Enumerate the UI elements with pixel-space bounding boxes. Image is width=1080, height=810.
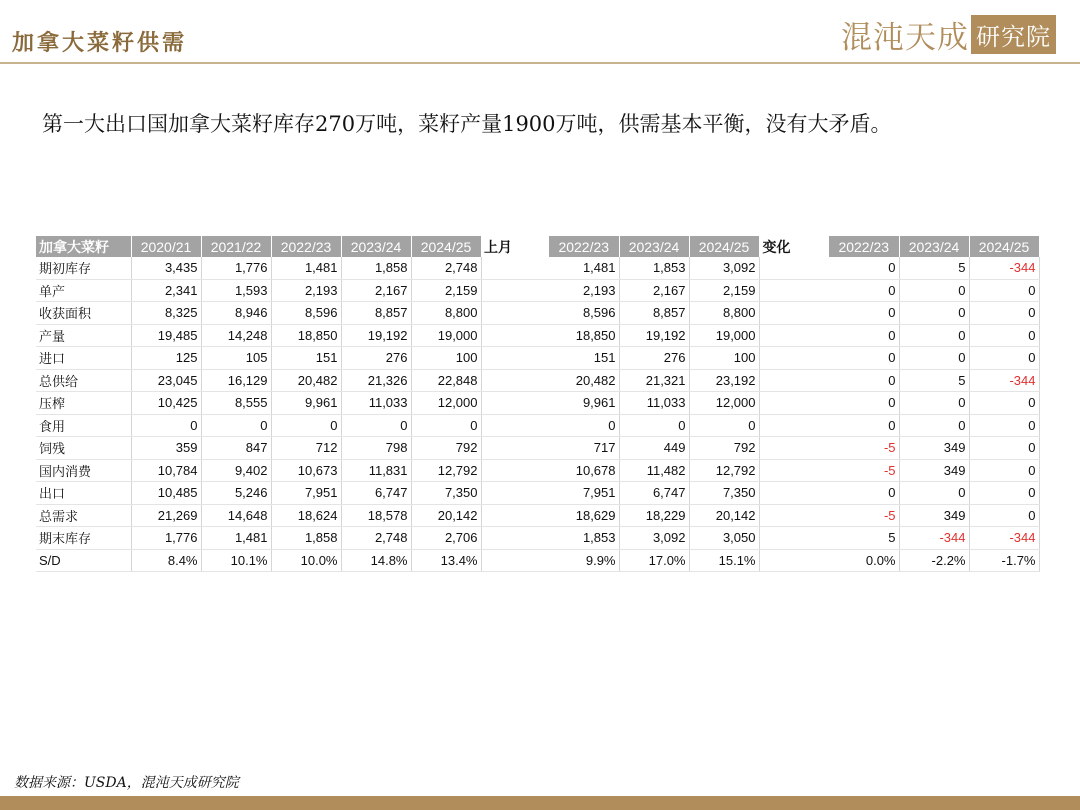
table-row xyxy=(481,279,829,302)
blank-cell xyxy=(759,302,829,325)
data-cell: 0 xyxy=(829,369,899,392)
data-cell: 0 xyxy=(201,414,271,437)
data-cell: -5 xyxy=(829,437,899,460)
column-header: 2023/24 xyxy=(341,236,411,257)
page-header-title: 加拿大菜籽供需 xyxy=(12,30,188,56)
blank-cell xyxy=(481,482,549,505)
data-cell: 0 xyxy=(829,482,899,505)
blank-cell xyxy=(759,459,829,482)
data-cell: 0 xyxy=(411,414,481,437)
data-cell: 8,596 xyxy=(549,302,619,325)
logo-text: 混沌天成 xyxy=(841,19,969,56)
table-row xyxy=(36,504,481,527)
data-cell: 11,482 xyxy=(619,459,689,482)
data-cell: 1,858 xyxy=(271,527,341,550)
data-cell: 9.9% xyxy=(549,549,619,572)
logo-box-text: 研究院 xyxy=(971,15,1056,54)
table-row xyxy=(36,257,481,279)
table-row xyxy=(829,459,1039,482)
data-cell: 14,648 xyxy=(201,504,271,527)
data-cell: 1,481 xyxy=(201,527,271,550)
data-cell: 0 xyxy=(969,347,1039,370)
data-cell: 0 xyxy=(131,414,201,437)
data-cell: 349 xyxy=(899,459,969,482)
table-row xyxy=(36,459,481,482)
data-cell: 151 xyxy=(549,347,619,370)
table-row xyxy=(481,459,829,482)
table-row xyxy=(481,549,829,572)
data-cell: 10.0% xyxy=(271,549,341,572)
data-cell: 0 xyxy=(829,347,899,370)
data-cell: 105 xyxy=(201,347,271,370)
table-row xyxy=(481,414,829,437)
table-row xyxy=(829,302,1039,325)
data-cell: 5 xyxy=(829,527,899,550)
data-cell: 18,578 xyxy=(341,504,411,527)
data-cell: 7,350 xyxy=(411,482,481,505)
table-corner-label: 变化 xyxy=(759,236,829,257)
data-cell: 1,853 xyxy=(549,527,619,550)
data-cell: 0 xyxy=(829,414,899,437)
table-row xyxy=(829,437,1039,460)
change-table xyxy=(829,236,1040,572)
column-header: 2022/23 xyxy=(549,236,619,257)
table-row xyxy=(829,504,1039,527)
data-cell: 12,792 xyxy=(411,459,481,482)
row-label: 进口 xyxy=(36,347,131,370)
data-cell: 20,482 xyxy=(271,369,341,392)
data-cell: 14,248 xyxy=(201,324,271,347)
data-cell: 0 xyxy=(899,302,969,325)
data-cell: 8,596 xyxy=(271,302,341,325)
data-cell: 1,776 xyxy=(131,527,201,550)
row-label: 期初库存 xyxy=(36,257,131,279)
data-cell: 0 xyxy=(969,459,1039,482)
data-cell: 359 xyxy=(131,437,201,460)
table-row xyxy=(36,549,481,572)
data-cell: 100 xyxy=(689,347,759,370)
data-cell: 10,678 xyxy=(549,459,619,482)
data-cell: -344 xyxy=(969,257,1039,279)
header-divider xyxy=(0,62,1080,64)
table-row xyxy=(829,324,1039,347)
column-header: 2021/22 xyxy=(201,236,271,257)
data-cell: 8,555 xyxy=(201,392,271,415)
table-row xyxy=(481,527,829,550)
column-header: 2022/23 xyxy=(271,236,341,257)
table-row xyxy=(829,527,1039,550)
data-cell: -5 xyxy=(829,459,899,482)
data-cell: 2,748 xyxy=(411,257,481,279)
row-label: 食用 xyxy=(36,414,131,437)
data-cell: 0 xyxy=(969,392,1039,415)
blank-cell xyxy=(759,347,829,370)
data-cell: 22,848 xyxy=(411,369,481,392)
data-cell: 3,050 xyxy=(689,527,759,550)
table-row xyxy=(36,279,481,302)
blank-cell xyxy=(481,392,549,415)
data-cell: 1,776 xyxy=(201,257,271,279)
data-cell: 7,350 xyxy=(689,482,759,505)
data-cell: 12,792 xyxy=(689,459,759,482)
blank-cell xyxy=(759,392,829,415)
data-cell: 10,425 xyxy=(131,392,201,415)
row-label: 期末库存 xyxy=(36,527,131,550)
data-cell: 349 xyxy=(899,437,969,460)
data-cell: 7,951 xyxy=(271,482,341,505)
data-cell: 8,857 xyxy=(619,302,689,325)
data-cell: 0 xyxy=(829,279,899,302)
table-row xyxy=(481,482,829,505)
row-label: S/D xyxy=(36,549,131,572)
blank-cell xyxy=(759,504,829,527)
data-cell: 2,159 xyxy=(411,279,481,302)
data-cell: 19,000 xyxy=(689,324,759,347)
data-cell: 8.4% xyxy=(131,549,201,572)
data-cell: 10,485 xyxy=(131,482,201,505)
column-header: 2024/25 xyxy=(969,236,1039,257)
table-row xyxy=(481,347,829,370)
data-cell: 11,033 xyxy=(619,392,689,415)
data-cell: -1.7% xyxy=(969,549,1039,572)
data-cell: 0 xyxy=(969,482,1039,505)
data-cell: 9,402 xyxy=(201,459,271,482)
data-cell: 0 xyxy=(689,414,759,437)
data-cell: 276 xyxy=(341,347,411,370)
table-row xyxy=(829,392,1039,415)
data-cell: 792 xyxy=(689,437,759,460)
data-cell: 19,000 xyxy=(411,324,481,347)
data-cell: 0 xyxy=(829,302,899,325)
data-cell: 712 xyxy=(271,437,341,460)
data-cell: 11,033 xyxy=(341,392,411,415)
table-row xyxy=(36,324,481,347)
row-label: 出口 xyxy=(36,482,131,505)
column-header: 2022/23 xyxy=(829,236,899,257)
table-row xyxy=(36,482,481,505)
table-corner-label: 加拿大菜籽 xyxy=(36,236,131,257)
data-cell: 0 xyxy=(969,414,1039,437)
data-cell: 8,946 xyxy=(201,302,271,325)
data-cell: 18,850 xyxy=(549,324,619,347)
data-cell: 8,857 xyxy=(341,302,411,325)
data-cell: 3,092 xyxy=(689,257,759,279)
data-cell: 0 xyxy=(969,504,1039,527)
column-header: 2020/21 xyxy=(131,236,201,257)
blank-cell xyxy=(759,527,829,550)
data-cell: 151 xyxy=(271,347,341,370)
table-row xyxy=(829,369,1039,392)
table-row xyxy=(36,302,481,325)
data-cell: 276 xyxy=(619,347,689,370)
data-cell: 18,229 xyxy=(619,504,689,527)
data-cell: 0 xyxy=(549,414,619,437)
blank-cell xyxy=(481,279,549,302)
blank-cell xyxy=(481,437,549,460)
data-cell: 0 xyxy=(899,347,969,370)
table-row xyxy=(36,437,481,460)
table-row xyxy=(481,369,829,392)
data-cell: 792 xyxy=(411,437,481,460)
data-cell: 5 xyxy=(899,369,969,392)
data-cell: 2,167 xyxy=(341,279,411,302)
table-row xyxy=(829,414,1039,437)
data-cell: 0 xyxy=(341,414,411,437)
table-row xyxy=(481,392,829,415)
data-cell: 10,784 xyxy=(131,459,201,482)
blank-cell xyxy=(481,549,549,572)
data-cell: 6,747 xyxy=(619,482,689,505)
data-cell: 0 xyxy=(899,482,969,505)
table-row xyxy=(481,302,829,325)
blank-cell xyxy=(759,369,829,392)
column-header: 2023/24 xyxy=(619,236,689,257)
column-header: 2024/25 xyxy=(689,236,759,257)
data-cell: 0 xyxy=(829,257,899,279)
table-row xyxy=(481,437,829,460)
table-row xyxy=(481,324,829,347)
data-cell: 847 xyxy=(201,437,271,460)
data-cell: 21,269 xyxy=(131,504,201,527)
table-row xyxy=(481,504,829,527)
data-cell: 18,624 xyxy=(271,504,341,527)
row-label: 饲残 xyxy=(36,437,131,460)
data-cell: 16,129 xyxy=(201,369,271,392)
data-cell: 18,629 xyxy=(549,504,619,527)
data-cell: 0 xyxy=(899,414,969,437)
data-cell: 19,485 xyxy=(131,324,201,347)
row-label: 单产 xyxy=(36,279,131,302)
data-cell: 0 xyxy=(969,437,1039,460)
data-cell: 15.1% xyxy=(689,549,759,572)
blank-cell xyxy=(759,549,829,572)
blank-cell xyxy=(481,459,549,482)
table-corner-label: 上月 xyxy=(481,236,549,257)
table-row xyxy=(829,549,1039,572)
blank-cell xyxy=(481,527,549,550)
data-cell: 0 xyxy=(271,414,341,437)
data-cell: 19,192 xyxy=(341,324,411,347)
data-cell: 2,159 xyxy=(689,279,759,302)
data-cell: 21,321 xyxy=(619,369,689,392)
data-cell: 1,858 xyxy=(341,257,411,279)
data-cell: 2,167 xyxy=(619,279,689,302)
blank-cell xyxy=(481,369,549,392)
row-label: 产量 xyxy=(36,324,131,347)
table-row xyxy=(36,392,481,415)
data-source-note: 数据来源：USDA，混沌天成研究院 xyxy=(14,775,239,791)
data-cell: 19,192 xyxy=(619,324,689,347)
data-cell: 100 xyxy=(411,347,481,370)
data-cell: 5 xyxy=(899,257,969,279)
data-cell: 0 xyxy=(829,324,899,347)
data-cell: 3,435 xyxy=(131,257,201,279)
blank-cell xyxy=(759,279,829,302)
data-cell: 9,961 xyxy=(271,392,341,415)
data-cell: 1,853 xyxy=(619,257,689,279)
table-row xyxy=(829,482,1039,505)
row-label: 国内消费 xyxy=(36,459,131,482)
data-cell: 2,748 xyxy=(341,527,411,550)
company-logo xyxy=(841,14,1056,54)
blank-cell xyxy=(759,414,829,437)
data-cell: -2.2% xyxy=(899,549,969,572)
data-cell: 20,142 xyxy=(411,504,481,527)
data-cell: 3,092 xyxy=(619,527,689,550)
data-cell: 5,246 xyxy=(201,482,271,505)
data-cell: 20,142 xyxy=(689,504,759,527)
last-month-table xyxy=(481,236,829,572)
blank-cell xyxy=(759,482,829,505)
data-cell: 2,193 xyxy=(549,279,619,302)
data-cell: 0 xyxy=(619,414,689,437)
data-cell: 10.1% xyxy=(201,549,271,572)
column-header: 2023/24 xyxy=(899,236,969,257)
slide-subtitle: 第一大出口国加拿大菜籽库存270万吨，菜籽产量1900万吨，供需基本平衡，没有大矛盾。 xyxy=(42,112,892,136)
data-cell: 1,593 xyxy=(201,279,271,302)
data-cell: 14.8% xyxy=(341,549,411,572)
data-cell: 13.4% xyxy=(411,549,481,572)
table-row xyxy=(36,369,481,392)
data-cell: 0 xyxy=(969,279,1039,302)
data-cell: 11,831 xyxy=(341,459,411,482)
data-cell: 18,850 xyxy=(271,324,341,347)
data-cell: 1,481 xyxy=(271,257,341,279)
data-cell: 125 xyxy=(131,347,201,370)
data-cell: 449 xyxy=(619,437,689,460)
data-cell: 21,326 xyxy=(341,369,411,392)
data-cell: 2,193 xyxy=(271,279,341,302)
data-cell: 9,961 xyxy=(549,392,619,415)
data-cell: 2,341 xyxy=(131,279,201,302)
data-cell: 0 xyxy=(899,279,969,302)
data-cell: 8,800 xyxy=(689,302,759,325)
blank-cell xyxy=(481,257,549,279)
data-cell: 798 xyxy=(341,437,411,460)
table-row xyxy=(36,527,481,550)
data-cell: 0 xyxy=(969,324,1039,347)
data-cell: 0 xyxy=(969,302,1039,325)
data-cell: -344 xyxy=(969,369,1039,392)
blank-cell xyxy=(759,324,829,347)
table-row xyxy=(36,414,481,437)
data-cell: 23,192 xyxy=(689,369,759,392)
data-cell: 12,000 xyxy=(689,392,759,415)
data-cell: 23,045 xyxy=(131,369,201,392)
data-cell: -5 xyxy=(829,504,899,527)
row-label: 总需求 xyxy=(36,504,131,527)
data-cell: 2,706 xyxy=(411,527,481,550)
data-cell: 0 xyxy=(899,324,969,347)
data-cell: 349 xyxy=(899,504,969,527)
data-cell: -344 xyxy=(899,527,969,550)
table-row xyxy=(481,257,829,279)
data-cell: 7,951 xyxy=(549,482,619,505)
column-header: 2024/25 xyxy=(411,236,481,257)
data-cell: 20,482 xyxy=(549,369,619,392)
data-cell: 1,481 xyxy=(549,257,619,279)
data-cell: 17.0% xyxy=(619,549,689,572)
row-label: 总供给 xyxy=(36,369,131,392)
blank-cell xyxy=(481,347,549,370)
table-row xyxy=(829,257,1039,279)
blank-cell xyxy=(759,257,829,279)
data-cell: -344 xyxy=(969,527,1039,550)
data-cell: 10,673 xyxy=(271,459,341,482)
data-cell: 0.0% xyxy=(829,549,899,572)
row-label: 压榨 xyxy=(36,392,131,415)
data-cell: 12,000 xyxy=(411,392,481,415)
row-label: 收获面积 xyxy=(36,302,131,325)
blank-cell xyxy=(481,504,549,527)
data-cell: 717 xyxy=(549,437,619,460)
blank-cell xyxy=(481,302,549,325)
data-cell: 0 xyxy=(899,392,969,415)
table-row xyxy=(829,279,1039,302)
table-row xyxy=(36,347,481,370)
footer-bar xyxy=(0,796,1080,810)
data-cell: 6,747 xyxy=(341,482,411,505)
table-row xyxy=(829,347,1039,370)
main-supply-demand-table xyxy=(36,236,482,572)
blank-cell xyxy=(481,414,549,437)
data-cell: 0 xyxy=(829,392,899,415)
data-cell: 8,325 xyxy=(131,302,201,325)
data-cell: 8,800 xyxy=(411,302,481,325)
blank-cell xyxy=(759,437,829,460)
blank-cell xyxy=(481,324,549,347)
